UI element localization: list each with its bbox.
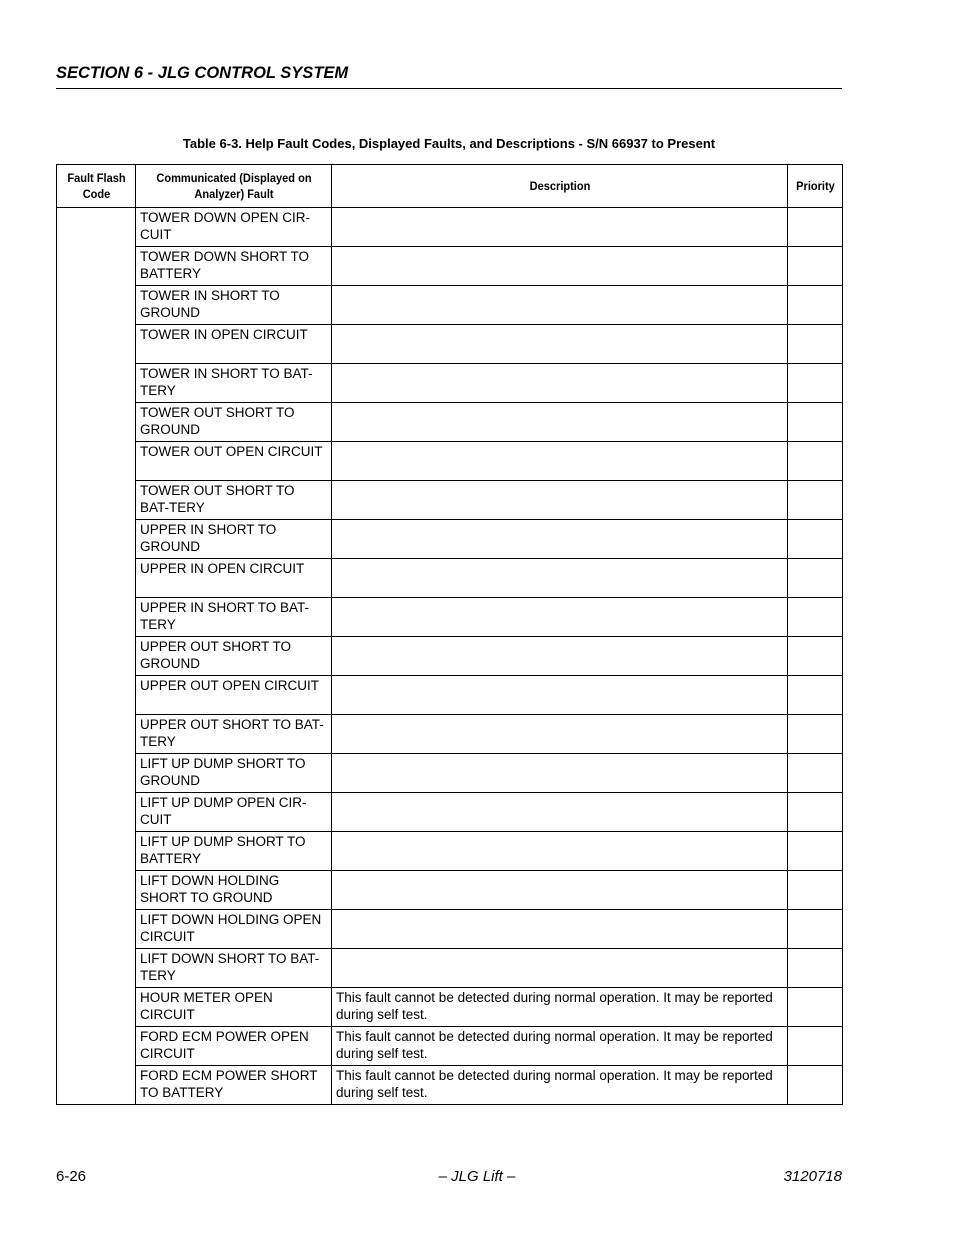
fault-name-cell: TOWER DOWN OPEN CIR-CUIT <box>136 208 332 247</box>
fault-description-cell <box>332 910 788 949</box>
fault-priority-cell <box>788 637 843 676</box>
table-row <box>57 481 843 520</box>
fault-flash-code-cell <box>57 208 136 1105</box>
table-row <box>57 598 843 637</box>
fault-description-cell <box>332 949 788 988</box>
table-row <box>57 715 843 754</box>
table-row <box>57 871 843 910</box>
fault-name-cell: UPPER IN SHORT TO GROUND <box>136 520 332 559</box>
fault-priority-cell <box>788 1066 843 1105</box>
table-title: Table 6-3. Help Fault Codes, Displayed Faults, and Descriptions - S/N 66937 to Present <box>182 136 716 151</box>
fault-name-cell: FORD ECM POWER OPEN CIRCUIT <box>136 1027 332 1066</box>
fault-priority-cell <box>788 910 843 949</box>
fault-name-cell: TOWER OUT SHORT TO GROUND <box>136 403 332 442</box>
table-body <box>57 208 843 1105</box>
fault-priority-cell <box>788 559 843 598</box>
fault-priority-cell <box>788 949 843 988</box>
table-row <box>57 442 843 481</box>
column-header-priority: Priority <box>790 165 841 208</box>
fault-name-cell: FORD ECM POWER SHORT TO BATTERY <box>136 1066 332 1105</box>
table-row <box>57 637 843 676</box>
table-row <box>57 247 843 286</box>
fault-description-cell <box>332 325 788 364</box>
fault-priority-cell <box>788 676 843 715</box>
fault-name-cell: TOWER OUT SHORT TO BAT-TERY <box>136 481 332 520</box>
fault-name-cell: TOWER IN SHORT TO BAT-TERY <box>136 364 332 403</box>
fault-description-cell <box>332 676 788 715</box>
table-row <box>57 949 843 988</box>
fault-description-cell <box>332 715 788 754</box>
fault-description-cell <box>332 598 788 637</box>
table-row <box>57 520 843 559</box>
fault-description-cell <box>332 481 788 520</box>
fault-description-cell <box>332 520 788 559</box>
fault-description-cell: This fault cannot be detected during normal operation. It may be reported during self test. <box>332 1027 788 1066</box>
column-header-communicated-fault: Communicated (Displayed on Analyzer) Fault <box>143 165 323 208</box>
fault-name-cell: HOUR METER OPEN CIRCUIT <box>136 988 332 1027</box>
fault-description-cell <box>332 403 788 442</box>
table-row <box>57 1027 843 1066</box>
fault-priority-cell <box>788 754 843 793</box>
fault-description-cell <box>332 754 788 793</box>
fault-name-cell: LIFT DOWN SHORT TO BAT-TERY <box>136 949 332 988</box>
table-row <box>57 1066 843 1105</box>
fault-priority-cell <box>788 403 843 442</box>
fault-priority-cell <box>788 871 843 910</box>
fault-description-cell <box>332 559 788 598</box>
fault-name-cell: LIFT UP DUMP OPEN CIR-CUIT <box>136 793 332 832</box>
fault-name-cell: UPPER IN SHORT TO BAT-TERY <box>136 598 332 637</box>
column-header-flash-code: Fault Flash Code <box>60 165 133 208</box>
fault-name-cell: TOWER DOWN SHORT TO BATTERY <box>136 247 332 286</box>
fault-name-cell: TOWER IN SHORT TO GROUND <box>136 286 332 325</box>
fault-codes-table <box>56 164 843 1105</box>
fault-description-cell: This fault cannot be detected during normal operation. It may be reported during self test. <box>332 1066 788 1105</box>
page-number: 6-26 <box>56 1168 87 1185</box>
fault-priority-cell <box>788 793 843 832</box>
fault-priority-cell <box>788 364 843 403</box>
fault-priority-cell <box>788 481 843 520</box>
fault-description-cell <box>332 793 788 832</box>
fault-priority-cell <box>788 715 843 754</box>
table-row <box>57 364 843 403</box>
fault-name-cell: LIFT DOWN HOLDING SHORT TO GROUND <box>136 871 332 910</box>
table-row <box>57 559 843 598</box>
fault-description-cell: This fault cannot be detected during normal operation. It may be reported during self test. <box>332 988 788 1027</box>
fault-name-cell: LIFT UP DUMP SHORT TO GROUND <box>136 754 332 793</box>
fault-priority-cell <box>788 598 843 637</box>
fault-priority-cell <box>788 442 843 481</box>
fault-name-cell: TOWER IN OPEN CIRCUIT <box>136 325 332 364</box>
fault-description-cell <box>332 364 788 403</box>
table-row <box>57 832 843 871</box>
table-row <box>57 286 843 325</box>
fault-name-cell: UPPER OUT SHORT TO BAT-TERY <box>136 715 332 754</box>
fault-description-cell <box>332 637 788 676</box>
fault-priority-cell <box>788 520 843 559</box>
fault-name-cell: UPPER OUT SHORT TO GROUND <box>136 637 332 676</box>
table-header-row <box>57 165 843 208</box>
fault-name-cell: UPPER IN OPEN CIRCUIT <box>136 559 332 598</box>
fault-name-cell: LIFT UP DUMP SHORT TO BATTERY <box>136 832 332 871</box>
fault-description-cell <box>332 871 788 910</box>
fault-priority-cell <box>788 1027 843 1066</box>
fault-priority-cell <box>788 247 843 286</box>
fault-description-cell <box>332 247 788 286</box>
fault-description-cell <box>332 832 788 871</box>
fault-priority-cell <box>788 286 843 325</box>
fault-description-cell <box>332 286 788 325</box>
footer-publisher: – JLG Lift – <box>438 1168 516 1185</box>
table-row <box>57 325 843 364</box>
fault-priority-cell <box>788 208 843 247</box>
table-row <box>57 910 843 949</box>
column-header-description: Description <box>350 165 770 208</box>
fault-description-cell <box>332 208 788 247</box>
table-row <box>57 793 843 832</box>
fault-name-cell: LIFT DOWN HOLDING OPEN CIRCUIT <box>136 910 332 949</box>
fault-name-cell: TOWER OUT OPEN CIRCUIT <box>136 442 332 481</box>
table-row <box>57 754 843 793</box>
fault-priority-cell <box>788 832 843 871</box>
fault-priority-cell <box>788 988 843 1027</box>
document-number: 3120718 <box>783 1168 842 1185</box>
table-row <box>57 403 843 442</box>
fault-priority-cell <box>788 325 843 364</box>
fault-description-cell <box>332 442 788 481</box>
table-row <box>57 208 843 247</box>
fault-name-cell: UPPER OUT OPEN CIRCUIT <box>136 676 332 715</box>
table-row <box>57 988 843 1027</box>
table-row <box>57 676 843 715</box>
section-title: SECTION 6 - JLG CONTROL SYSTEM <box>56 64 842 89</box>
